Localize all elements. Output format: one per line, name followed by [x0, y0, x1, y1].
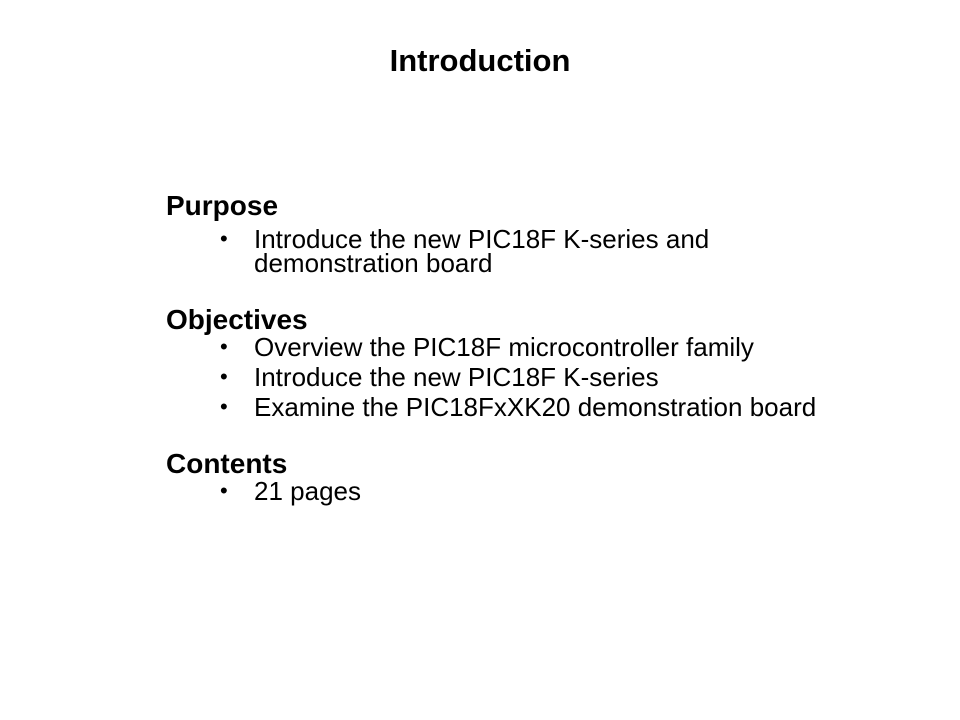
section-heading-purpose: Purpose [166, 190, 279, 221]
bullet-item [166, 476, 866, 506]
slide-content [166, 190, 866, 506]
bullet-icon: • [220, 394, 228, 419]
bullet-item [166, 332, 866, 362]
bullet-text: 21 pages [254, 476, 361, 506]
bullet-icon: • [220, 226, 228, 251]
bullet-item [166, 392, 866, 422]
section-contents [166, 448, 866, 506]
bullet-item [166, 362, 866, 392]
bullet-text: Overview the PIC18F microcontroller family [254, 332, 754, 362]
bullet-list-objectives [166, 332, 866, 422]
bullet-icon: • [220, 478, 228, 503]
bullet-list-contents [166, 476, 866, 506]
slide-title: Introduction [389, 43, 571, 78]
section-objectives [166, 304, 866, 422]
section-purpose [166, 190, 866, 278]
bullet-text: Introduce the new PIC18F K-series [254, 362, 659, 392]
bullet-text: Introduce the new PIC18F K-series and demonstration board [254, 224, 710, 278]
bullet-icon: • [220, 364, 228, 389]
bullet-list-purpose [166, 224, 866, 278]
bullet-text: Examine the PIC18FxXK20 demonstration board [254, 392, 817, 422]
section-heading-contents: Contents [166, 448, 288, 479]
section-heading-objectives: Objectives [166, 304, 308, 335]
bullet-icon: • [220, 334, 228, 359]
bullet-item [166, 224, 866, 278]
